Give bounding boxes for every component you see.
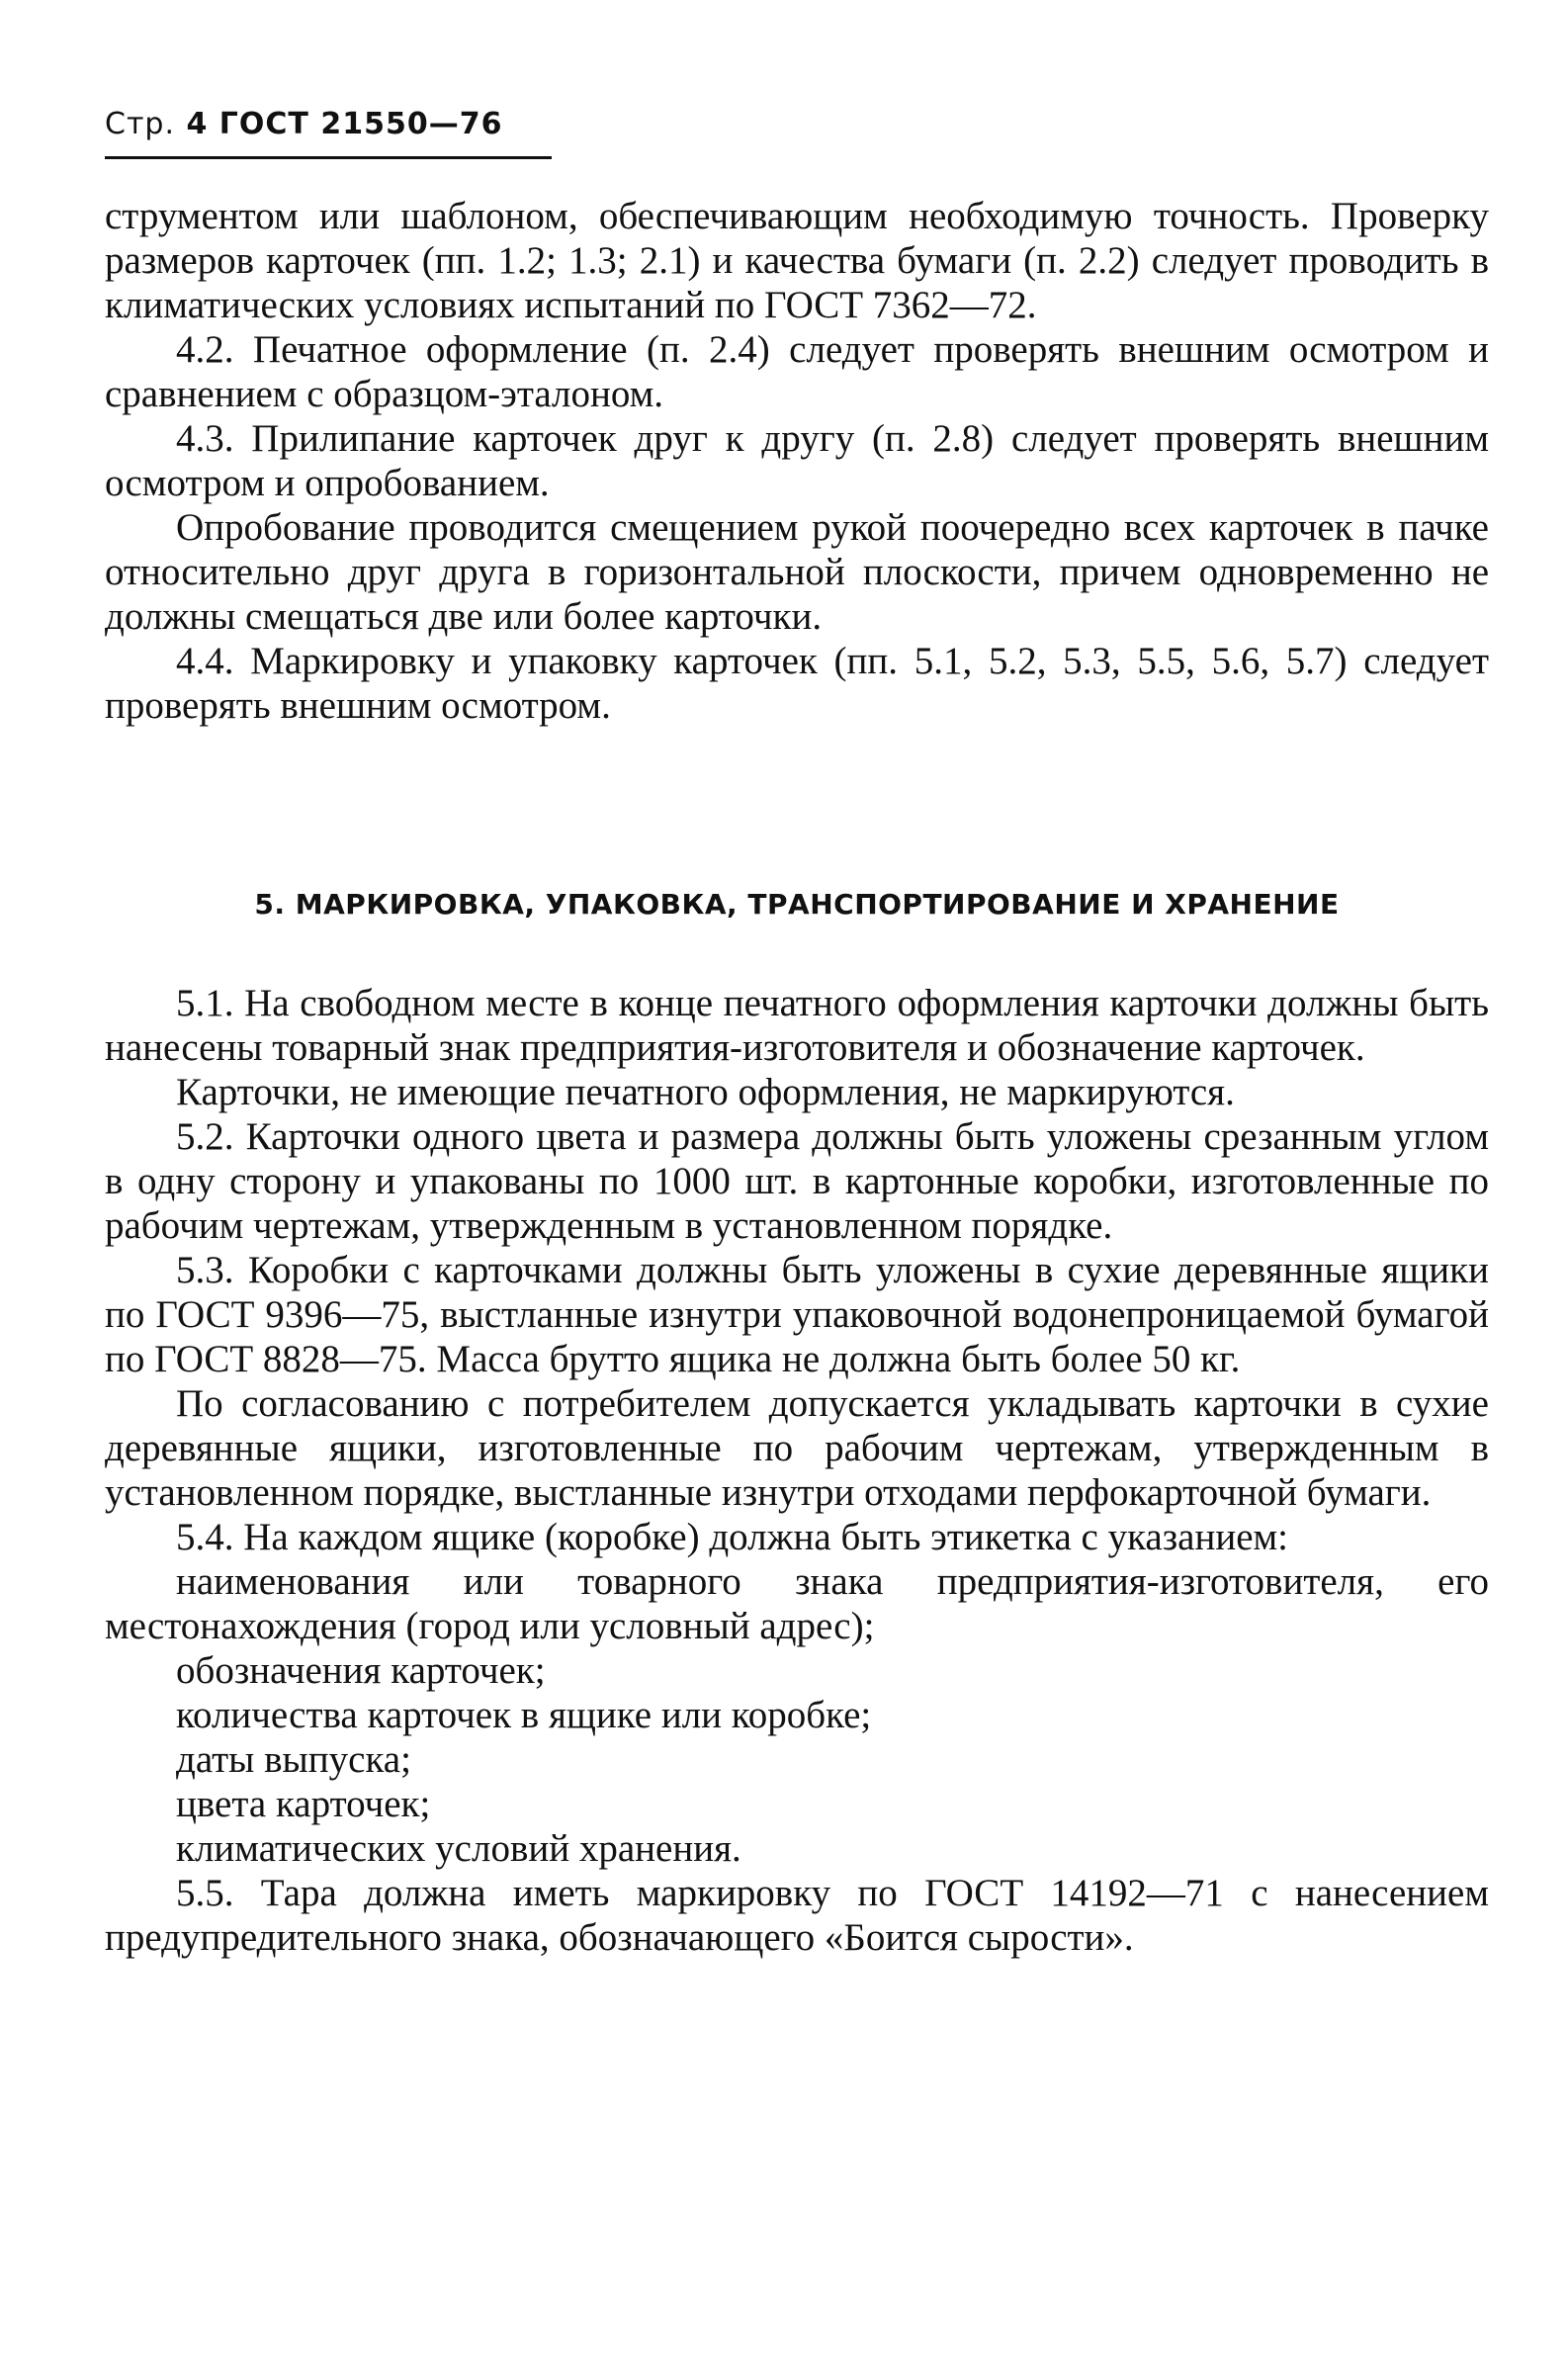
running-header [105,107,502,141]
paragraph: По согласованию с потребителем допускается укладывать карточки в сухие деревянные ящики, изготовленные по рабочим чертежам, утвержденным в установленном порядке, выстланные изнутри отходами перфокарточной бумаги. [105,1382,1489,1514]
clause-4-3: 4.3. Прилипание карточек друг к другу (п. 2.8) следует проверять внешним осмотром и опробованием. [105,417,1489,504]
paragraph: струментом или шаблоном, обеспечивающим необходимую точность. Проверку размеров карточек (пп. 1.2; 1.3; 2.1) и качества бумаги (п. 2.2) следует проводить в климатических условиях испытаний по ГОСТ 7362—72. [105,195,1489,326]
page-number: 4 [186,107,209,141]
clause-5-5: 5.5. Тара должна иметь маркировку по ГОСТ 14192—71 с нанесением предупредительного знака, обозначающего «Боится сырости». [105,1872,1489,1959]
page-label: Стр. [105,107,176,141]
clause-5-1: 5.1. На свободном месте в конце печатного оформления карточки должны быть нанесены товарный знак предприятия-изготовителя и обозначение карточек. [105,982,1489,1069]
clause-4-2: 4.2. Печатное оформление (п. 2.4) следует проверять внешним осмотром и сравнением с образцом-эталоном. [105,328,1489,415]
standard-designation: ГОСТ 21550—76 [218,107,503,141]
label-item: цвета карточек; [176,1783,431,1825]
label-item: обозначения карточек; [176,1649,546,1692]
clause-5-2: 5.2. Карточки одного цвета и размера должны быть уложены срезанным углом в одну сторону и упакованы по 1000 шт. в картонные коробки, изготовленные по рабочим чертежам, утвержденным в установленном порядке. [105,1115,1489,1247]
label-item: климатических условий хранения. [176,1827,741,1870]
clause-5-3: 5.3. Коробки с карточками должны быть уложены в сухие деревянные ящики по ГОСТ 9396—75, выстланные изнутри упаковочной водонепроницаемой бумагой по ГОСТ 8828—75. Масса брутто ящика не должна быть более 50 кг. [105,1249,1489,1380]
section-4-continuation [105,194,1489,728]
label-item: наименования или товарного знака предприятия-изготовителя, его местонахождения (город или условный адрес); [105,1560,1489,1647]
label-item: количества карточек в ящике или коробке; [176,1694,872,1736]
paragraph: Опробование проводится смещением рукой поочередно всех карточек в пачке относительно друг друга в горизонтальной плоскости, причем одновременно не должны смещаться две или более карточки. [105,506,1489,638]
clause-5-4: 5.4. На каждом ящике (коробке) должна быть этикетка с указанием: [176,1516,1289,1558]
header-rule [105,156,552,159]
clause-4-4: 4.4. Маркировку и упаковку карточек (пп. 5.1, 5.2, 5.3, 5.5, 5.6, 5.7) следует проверять внешним осмотром. [105,640,1489,727]
paragraph: Карточки, не имеющие печатного оформления, не маркируются. [176,1071,1235,1113]
section-5-body [105,981,1489,1960]
label-item: даты выпуска; [176,1738,411,1781]
section-5-heading: 5. МАРКИРОВКА, УПАКОВКА, ТРАНСПОРТИРОВАНИЕ И ХРАНЕНИЕ [254,888,1340,921]
